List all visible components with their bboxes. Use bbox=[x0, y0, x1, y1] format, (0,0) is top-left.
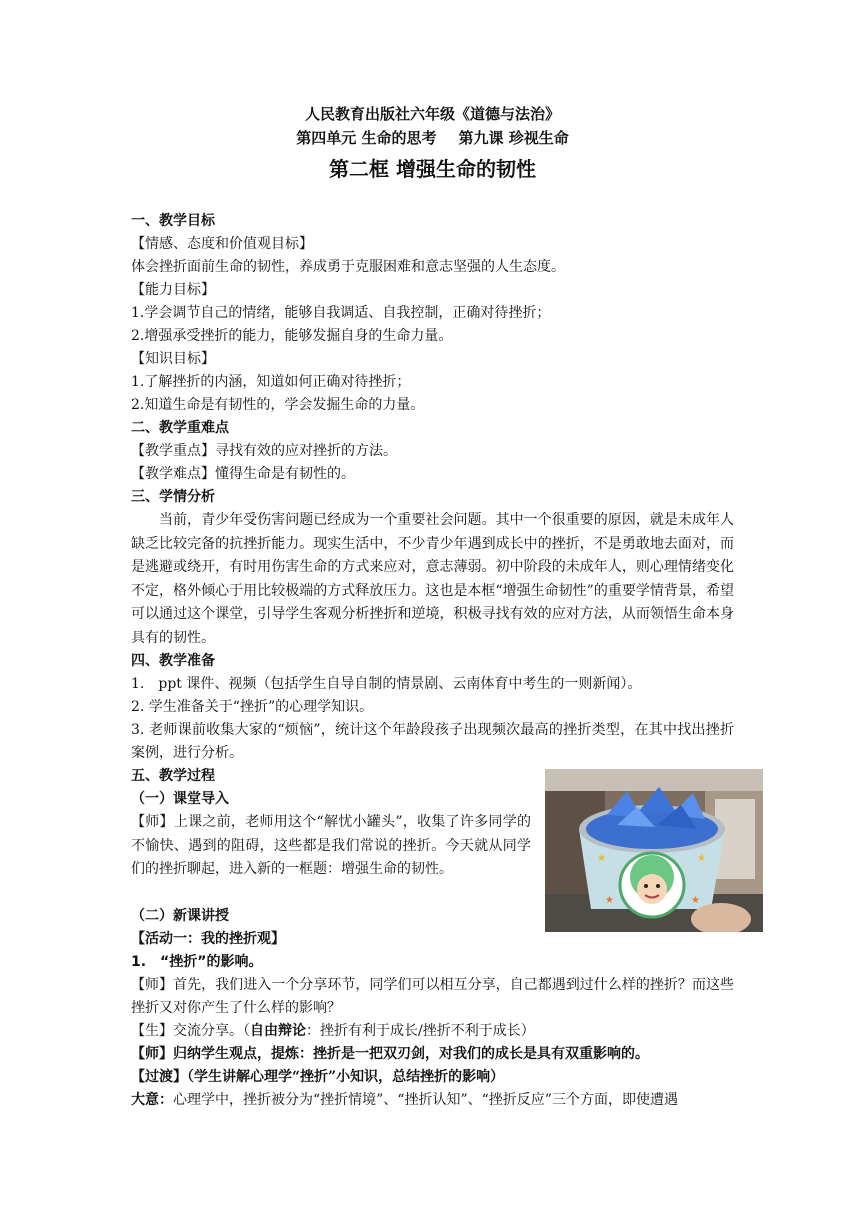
svg-text:★: ★ bbox=[597, 853, 606, 864]
gist-text: 心理学中，挫折被分为“挫折情境”、“挫折认知”、“挫折反应”三个方面，即使遭遇 bbox=[173, 1091, 678, 1108]
student-text: 【生】交流分享。（ bbox=[131, 1022, 250, 1039]
unit-label: 第四单元 生命的思考 bbox=[296, 129, 437, 147]
publisher-line: 人民教育出版社六年级《道德与法治》 bbox=[304, 105, 560, 123]
gist-label: 大意： bbox=[131, 1091, 173, 1108]
document-body bbox=[131, 102, 734, 1112]
teacher-prompt: 【师】首先，我们进入一个分享环节，同学们可以相互分享，自己都遇到过什么样的挫折？而这些挫折又对你产生了什么样的影响？ bbox=[131, 976, 734, 1016]
key-point: 【教学重点】寻找有效的应对挫折的方法。 bbox=[131, 443, 397, 459]
lesson-label: 第九课 珍视生命 bbox=[458, 129, 569, 147]
svg-text:★: ★ bbox=[691, 895, 700, 906]
list-item: 2.增强承受挫折的能力，能够发掘自身的生命力量。 bbox=[131, 328, 453, 344]
goal-label-ability: 【能力目标】 bbox=[131, 282, 215, 298]
debate-topic: ：挫折有利于成长/挫折不利于成长） bbox=[306, 1022, 535, 1039]
section-heading-preparation: 四、教学准备 bbox=[131, 653, 215, 669]
section-heading-process: 五、教学过程 bbox=[131, 768, 215, 784]
list-item: 1.了解挫折的内涵，知道如何正确对待挫折； bbox=[131, 374, 411, 390]
subsection-heading-lecture: （二）新课讲授 bbox=[131, 907, 229, 924]
difficult-point: 【教学难点】懂得生命是有韧性的。 bbox=[131, 466, 355, 482]
section-heading-key-points: 二、教学重难点 bbox=[131, 420, 229, 436]
page-title: 第二框 增强生命的韧性 bbox=[329, 157, 536, 181]
unit-lesson-line bbox=[131, 126, 734, 150]
point-heading: 1. “挫折”的影响。 bbox=[131, 953, 263, 970]
section-heading-analysis: 三、学情分析 bbox=[131, 489, 215, 505]
analysis-paragraph: 当前，青少年受伤害问题已经成为一个重要社会问题。其中一个很重要的原因，就是未成年人缺乏比较完备的抗挫折能力。现实生活中，不少青少年遇到成长中的挫折，不是勇敢地去面对，而是逃避或绕开，有时用伤害生命的方式来应对，意志薄弱。初中阶段的未成年人，则心理情绪变化不定，格外倾心于用比较极端的方式释放压力。这也是本框“增强生命韧性”的重要学情背景，希望可以通过这个课堂，引导学生客观分析挫折和逆境，积极寻找有效的应对方法，从而领悟生命本身具有的韧性。 bbox=[131, 512, 734, 646]
debate-label: 自由辩论 bbox=[250, 1022, 306, 1039]
svg-text:★: ★ bbox=[605, 895, 614, 906]
teacher-summary: 【师】归纳学生观点，提炼：挫折是一把双刃剑，对我们的成长是具有双重影响的。 bbox=[131, 1045, 649, 1062]
list-item: 1.学会调节自己的情绪，能够自我调适、自我控制，正确对待挫折； bbox=[131, 305, 551, 321]
list-item: 2.知道生命是有韧性的，学会发掘生命的力量。 bbox=[131, 397, 425, 413]
gist-line bbox=[131, 1089, 734, 1112]
list-item: 1. ppt 课件、视频（包括学生自导自制的情景剧、云南体育中考生的一则新闻）。 bbox=[131, 676, 642, 692]
svg-text:★: ★ bbox=[697, 853, 706, 864]
activity-heading: 【活动一：我的挫折观】 bbox=[131, 930, 285, 947]
list-item: 3. 老师课前收集大家的“烦恼”，统计这个年龄段孩子出现频次最高的挫折类型，在其中找出挫折案例，进行分析。 bbox=[131, 722, 734, 761]
jar-illustration bbox=[545, 769, 763, 932]
goal-label-emotion: 【情感、态度和价值观目标】 bbox=[131, 236, 313, 252]
list-item: 2. 学生准备关于“挫折”的心理学知识。 bbox=[131, 699, 374, 715]
subsection-heading-intro: （一）课堂导入 bbox=[131, 791, 229, 807]
transition-note: 【过渡】（学生讲解心理学“挫折”小知识，总结挫折的影响） bbox=[131, 1068, 505, 1085]
section-heading-goals: 一、教学目标 bbox=[131, 213, 215, 229]
goal-text-emotion: 体会挫折面前生命的韧性，养成勇于克服困难和意志坚强的人生态度。 bbox=[131, 259, 565, 275]
jar-photo bbox=[545, 769, 763, 932]
student-activity bbox=[131, 1020, 734, 1043]
intro-paragraph: 【师】上课之前，老师用这个“解忧小罐头”，收集了许多同学的不愉快、遇到的阻碍，这些都是我们常说的挫折。今天就从同学们的挫折聊起，进入新的一框题：增强生命的韧性。 bbox=[131, 814, 531, 877]
goal-label-knowledge: 【知识目标】 bbox=[131, 351, 215, 367]
